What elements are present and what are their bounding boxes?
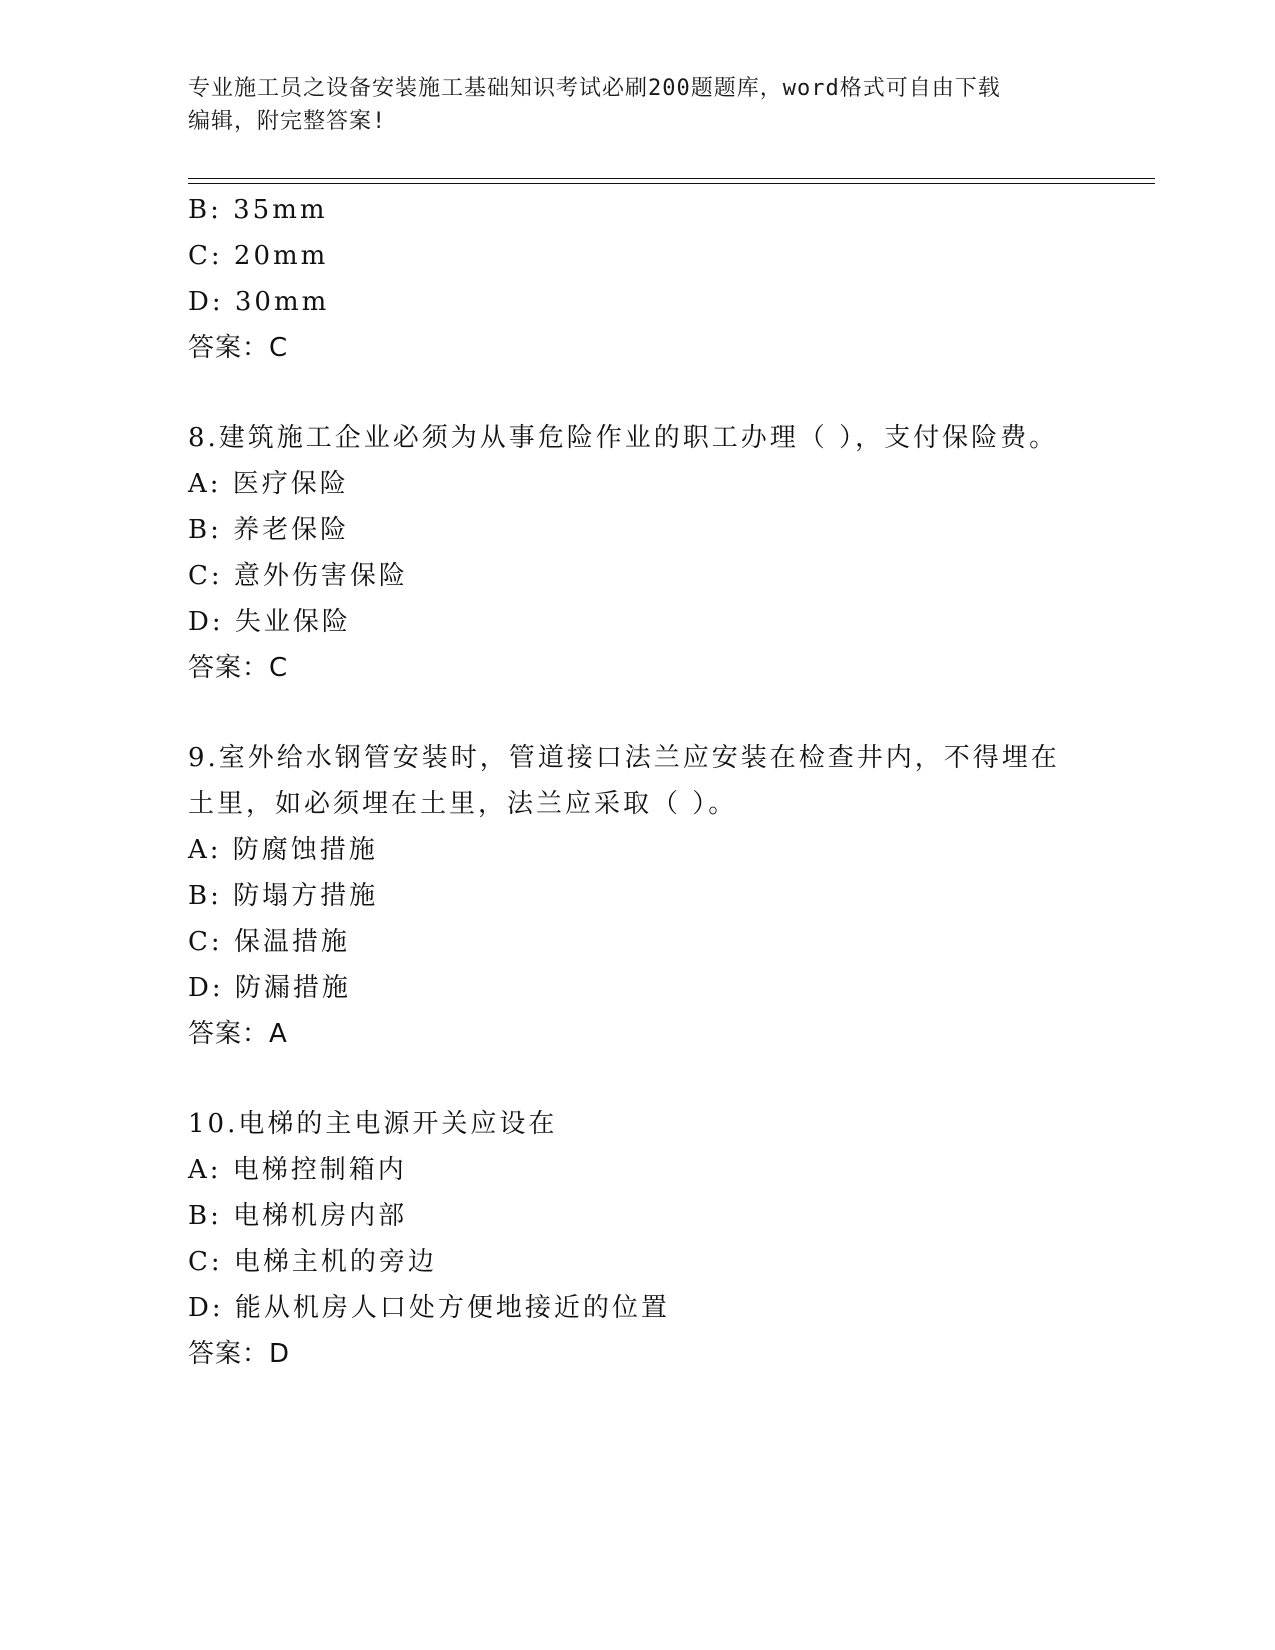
answer-line: 答案：D [188, 1339, 291, 1369]
header-divider-top [188, 178, 1155, 179]
page-header [188, 72, 1068, 138]
question-stem-line-1: 9.室外给水钢管安装时，管道接口法兰应安装在检查井内，不得埋在 [188, 743, 1060, 773]
option-a: A: 电梯控制箱内 [188, 1155, 407, 1185]
option-a: A: 医疗保险 [188, 469, 349, 499]
option-c: C: 意外伤害保险 [188, 561, 408, 591]
answer-line: 答案：A [188, 1019, 288, 1049]
option-d: D: 30mm [188, 287, 330, 317]
question-10 [188, 1101, 1088, 1377]
header-title-line-2: 编辑，附完整答案! [188, 109, 387, 134]
option-b: B: 防塌方措施 [188, 881, 379, 911]
option-c: C: 保温措施 [188, 927, 350, 957]
question-8 [188, 415, 1088, 691]
option-d: D: 失业保险 [188, 607, 351, 637]
question-stem-line-2: 土里，如必须埋在土里，法兰应采取（ ）。 [188, 789, 738, 819]
option-b: B: 35mm [188, 195, 328, 225]
question-stem: 10.电梯的主电源开关应设在 [188, 1109, 558, 1139]
option-b: B: 养老保险 [188, 515, 350, 545]
option-c: C: 20mm [188, 241, 329, 271]
question-9 [188, 735, 1088, 1057]
previous-question-tail [188, 187, 1088, 371]
option-a: A: 防腐蚀措施 [188, 835, 378, 865]
option-d: D: 防漏措施 [188, 973, 351, 1003]
option-b: B: 电梯机房内部 [188, 1201, 408, 1231]
option-c: C: 电梯主机的旁边 [188, 1247, 437, 1277]
answer-line: 答案：C [188, 333, 289, 363]
question-stem: 8.建筑施工企业必须为从事危险作业的职工办理（ ），支付保险费。 [188, 423, 1059, 453]
header-divider-bottom [188, 183, 1155, 184]
header-title-line-1: 专业施工员之设备安装施工基础知识考试必刷200题题库，word格式可自由下载 [188, 76, 1001, 101]
answer-line: 答案：C [188, 653, 289, 683]
question-content [188, 187, 1088, 1377]
option-d: D: 能从机房人口处方便地接近的位置 [188, 1293, 670, 1323]
